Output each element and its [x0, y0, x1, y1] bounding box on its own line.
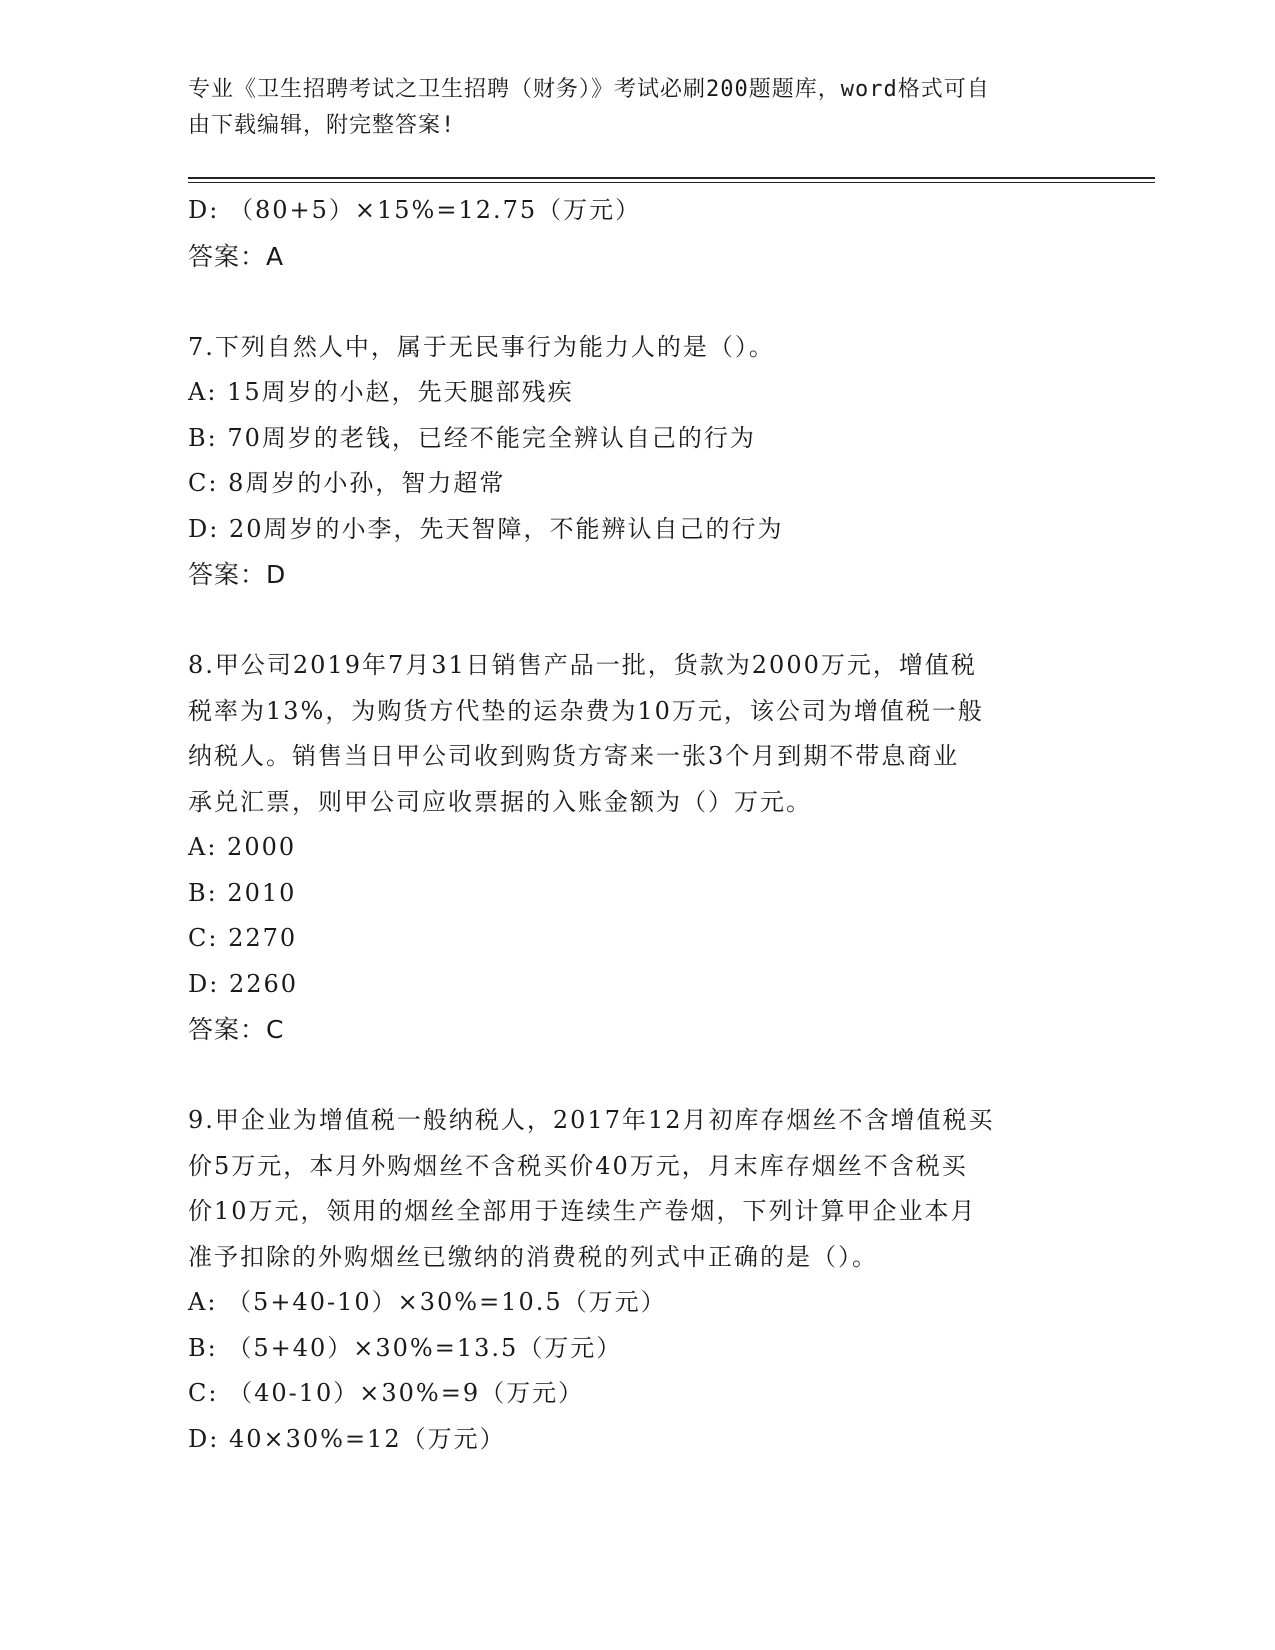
answer-label: 答案：C	[188, 1015, 285, 1044]
option-b: B: 70周岁的老钱，已经不能完全辨认自己的行为	[188, 423, 756, 452]
header-divider	[188, 177, 1155, 183]
page-header	[188, 72, 1078, 144]
question-9	[188, 1098, 1088, 1462]
question-stem-line: 价5万元，本月外购烟丝不含税买价40万元，月末库存烟丝不含税买	[188, 1151, 968, 1180]
header-line-2: 由下载编辑，附完整答案!	[188, 113, 456, 138]
answer-label: 答案：D	[188, 560, 287, 589]
option-d: D: 40×30%=12（万元）	[188, 1424, 506, 1453]
question-stem-line: 税率为13%，为购货方代垫的运杂费为10万元，该公司为增值税一般	[188, 696, 984, 725]
option-c: C: 8周岁的小孙，智力超常	[188, 469, 506, 497]
option-a: A: 15周岁的小赵，先天腿部残疾	[188, 378, 574, 406]
previous-question-tail	[188, 188, 1088, 279]
option-d: D: 20周岁的小李，先天智障，不能辨认自己的行为	[188, 514, 784, 543]
option-b: B: 2010	[188, 878, 297, 907]
answer-label: 答案：A	[188, 241, 285, 271]
option-d: D: 2260	[188, 969, 299, 998]
option-d: D: （80+5）×15%=12.75（万元）	[188, 196, 642, 224]
option-b: B: （5+40）×30%=13.5（万元）	[188, 1333, 623, 1362]
question-stem-line: 纳税人。销售当日甲公司收到购货方寄来一张3个月到期不带息商业	[188, 742, 960, 770]
question-8	[188, 643, 1088, 1053]
option-c: C: 2270	[188, 924, 298, 952]
question-stem-line: 9.甲企业为增值税一般纳税人，2017年12月初库存烟丝不含增值税买	[188, 1106, 995, 1134]
question-stem-line: 准予扣除的外购烟丝已缴纳的消费税的列式中正确的是（）。	[188, 1242, 878, 1271]
question-stem-line: 承兑汇票，则甲公司应收票据的入账金额为（）万元。	[188, 787, 812, 816]
spacer	[188, 279, 1088, 325]
spacer	[188, 598, 1088, 644]
question-stem-line: 价10万元，领用的烟丝全部用于连续生产卷烟，下列计算甲企业本月	[188, 1197, 977, 1225]
option-c: C: （40-10）×30%=9（万元）	[188, 1379, 585, 1407]
question-stem-line: 8.甲公司2019年7月31日销售产品一批，货款为2000万元，增值税	[188, 651, 977, 679]
question-stem: 7.下列自然人中，属于无民事行为能力人的是（）。	[188, 332, 775, 361]
header-line-1: 专业《卫生招聘考试之卫生招聘（财务）》考试必刷200题题库，word格式可自	[188, 77, 990, 102]
question-7	[188, 325, 1088, 598]
option-a: A: 2000	[188, 833, 297, 861]
document-body	[188, 188, 1088, 1462]
spacer	[188, 1053, 1088, 1099]
option-a: A: （5+40-10）×30%=10.5（万元）	[188, 1288, 667, 1316]
